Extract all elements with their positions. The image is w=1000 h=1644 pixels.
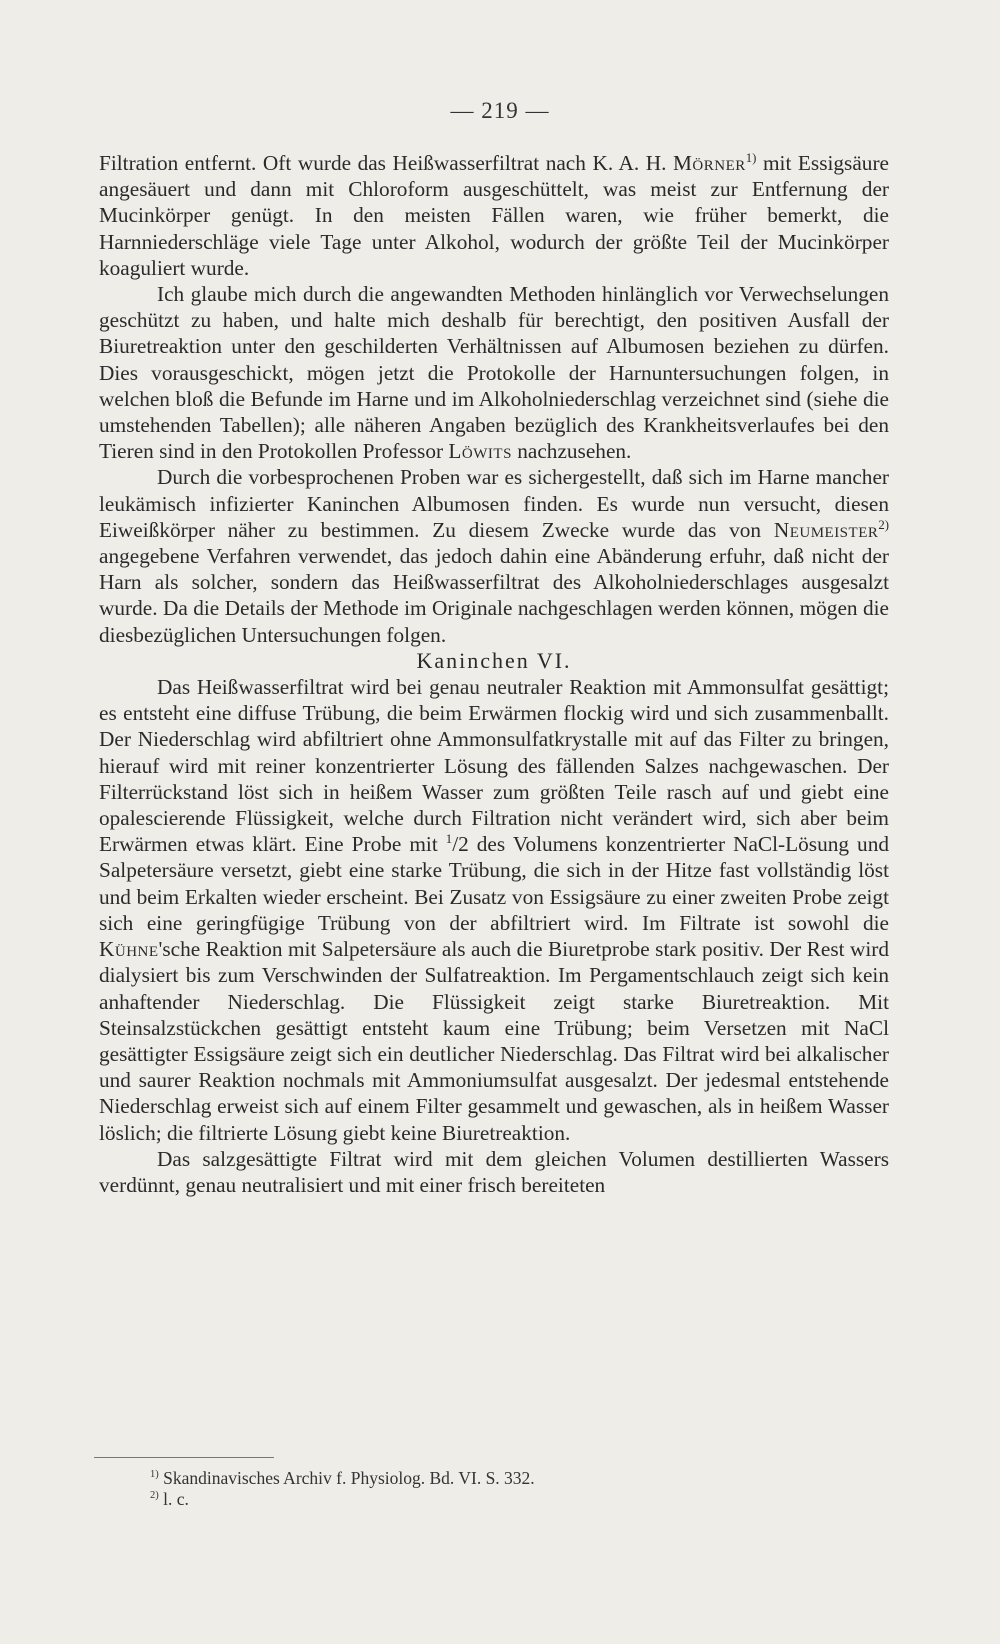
fraction-denominator: /2: [452, 832, 469, 857]
page-number: — 219 —: [450, 98, 550, 123]
paragraph-5: Das salzgesättigte Filtrat wird mit dem gleichen Volumen destillierten Wassers verdünnt, genau neutralisiert und mit einer frisch bereiteten: [99, 1146, 889, 1197]
author-name-loewit: Löwits: [448, 439, 512, 464]
section-heading: Kaninchen VI.: [416, 647, 572, 673]
author-name-neumeister: Neumeister: [773, 517, 879, 542]
footnote-ref-2: 2): [878, 517, 889, 532]
body-text: [99, 150, 889, 1198]
author-name-kuehne: Kühne: [99, 937, 159, 962]
footnote-ref-1: 1): [745, 150, 757, 165]
author-name-moerner: Mörner: [673, 151, 746, 175]
paragraph-4: [99, 674, 889, 1146]
paragraph-4-text-b: des Volumens konzentrierter NaCl-Lösung und Salpetersäure versetzt, giebt eine starke Trübung, die sich in der Hitze fast vollständig löst und beim Erkalten wieder erscheint. Bei Zusatz von Essigsäure zu einer zweiten Probe zeigt sich eine geringfügige Trübung von der abfiltriert wird. Im Filtrate ist sowohl die: [99, 832, 890, 935]
footnote-1-text: Skandinavisches Archiv f. Physiolog. Bd. VI. S. 332.: [163, 1468, 535, 1488]
paragraph-1: [99, 150, 889, 281]
paragraph-2-text-b: nachzusehen.: [511, 439, 632, 464]
paragraph-4-text-a: Das Heißwasserfiltrat wird bei genau neutraler Reaktion mit Ammonsulfat gesättigt; es entsteht eine diffuse Trübung, die beim Erwärmen flockig wird und sich zusammenballt. Der Niederschlag wird abfiltriert ohne Ammonsulfatkrystalle mit auf das Filter zu bringen, hierauf wird mit reiner konzentrierter Lösung des fällenden Salzes nachgewaschen. Der Filterrückstand löst sich in heißem Wasser zum größten Teile rasch auf und giebt eine opalescierende Flüssigkeit, welche durch Filtration nicht verändert wird, sich aber beim Erwärmen etwas klärt. Eine Probe mit: [99, 675, 889, 857]
fraction-numerator: 1: [445, 832, 453, 847]
footnote-2-marker: 2): [150, 1490, 159, 1502]
paragraph-2-text-a: Ich glaube mich durch die angewandten Methoden hinlänglich vor Verwechselungen geschützt zu haben, und halte mich deshalb für berechtigt, den positiven Ausfall der Biuretreaktion unter den geschilderten Verhältnissen auf Albumosen beziehen zu dürfen. Dies vorausgeschickt, mögen jetzt die Protokolle der Harnuntersuchungen folgen, in welchen bloß die Befunde im Harne und im Alkoholniederschlag verzeichnet sind (siehe die umstehenden Tabellen); alle näheren Angaben bezüglich des Krankheitsverlaufes bei den Tieren sind in den Protokollen Professor: [99, 282, 889, 464]
paragraph-1-text-b: mit Essigsäure angesäuert und dann mit Chloroform ausgeschüttelt, was meist zur Entfernung der Mucinkörper genügt. In den meisten Fällen waren, wie früher bemerkt, die Harnniederschläge viele Tage unter Alkohol, wodurch der größte Teil der Mucinkörper koaguliert wurde.: [99, 151, 889, 280]
paragraph-1-text-a: Filtration entfernt. Oft wurde das Heißwasserfiltrat nach K. A. H.: [99, 151, 673, 175]
footnote-divider: [94, 1457, 274, 1458]
paragraph-3: [99, 464, 889, 647]
footnote-2-text: l. c.: [163, 1489, 189, 1509]
paragraph-4-text-c: 'sche Reaktion mit Salpetersäure als auch die Biuretprobe stark positiv. Der Rest wird dialysiert bis zum Verschwinden der Sulfatreaktion. Im Pergamentschlauch zeigt sich kein anhaftender Niederschlag. Die Flüssigkeit zeigt starke Biuretreaktion. Mit Steinsalzstückchen gesättigt entsteht kaum eine Trübung; beim Versetzen mit NaCl gesättigter Essigsäure zeigt sich ein deutlicher Niederschlag. Das Filtrat wird bei alkalischer und saurer Reaktion nochmals mit Ammoniumsulfat ausgesalzt. Der jedesmal entstehende Niederschlag erweist sich auf einem Filter gesammelt und gewaschen, als in heißem Wasser löslich; die filtrierte Lösung giebt keine Biuretreaktion.: [99, 937, 889, 1145]
footnote-1: [150, 1468, 850, 1489]
paragraph-3-text-a: Durch die vorbesprochenen Proben war es sichergestellt, daß sich im Harne mancher leukämisch infizierter Kaninchen Albumosen finden. Es wurde nun versucht, diesen Eiweißkörper näher zu bestimmen. Zu diesem Zwecke wurde das von: [99, 465, 889, 542]
paragraph-3-text-b: angegebene Verfahren verwendet, das jedoch dahin eine Abänderung erfuhr, daß nicht der Harn als solcher, sondern das Heißwasserfiltrat des Alkoholniederschlages ausgesalzt wurde. Da die Details der Methode im Originale nachgeschlagen werden können, mögen die diesbezüglichen Untersuchungen folgen.: [99, 544, 889, 647]
footnote-1-marker: 1): [150, 1469, 159, 1481]
footnotes: [150, 1468, 850, 1510]
footnote-2: [150, 1489, 850, 1510]
paragraph-2: [99, 281, 889, 464]
